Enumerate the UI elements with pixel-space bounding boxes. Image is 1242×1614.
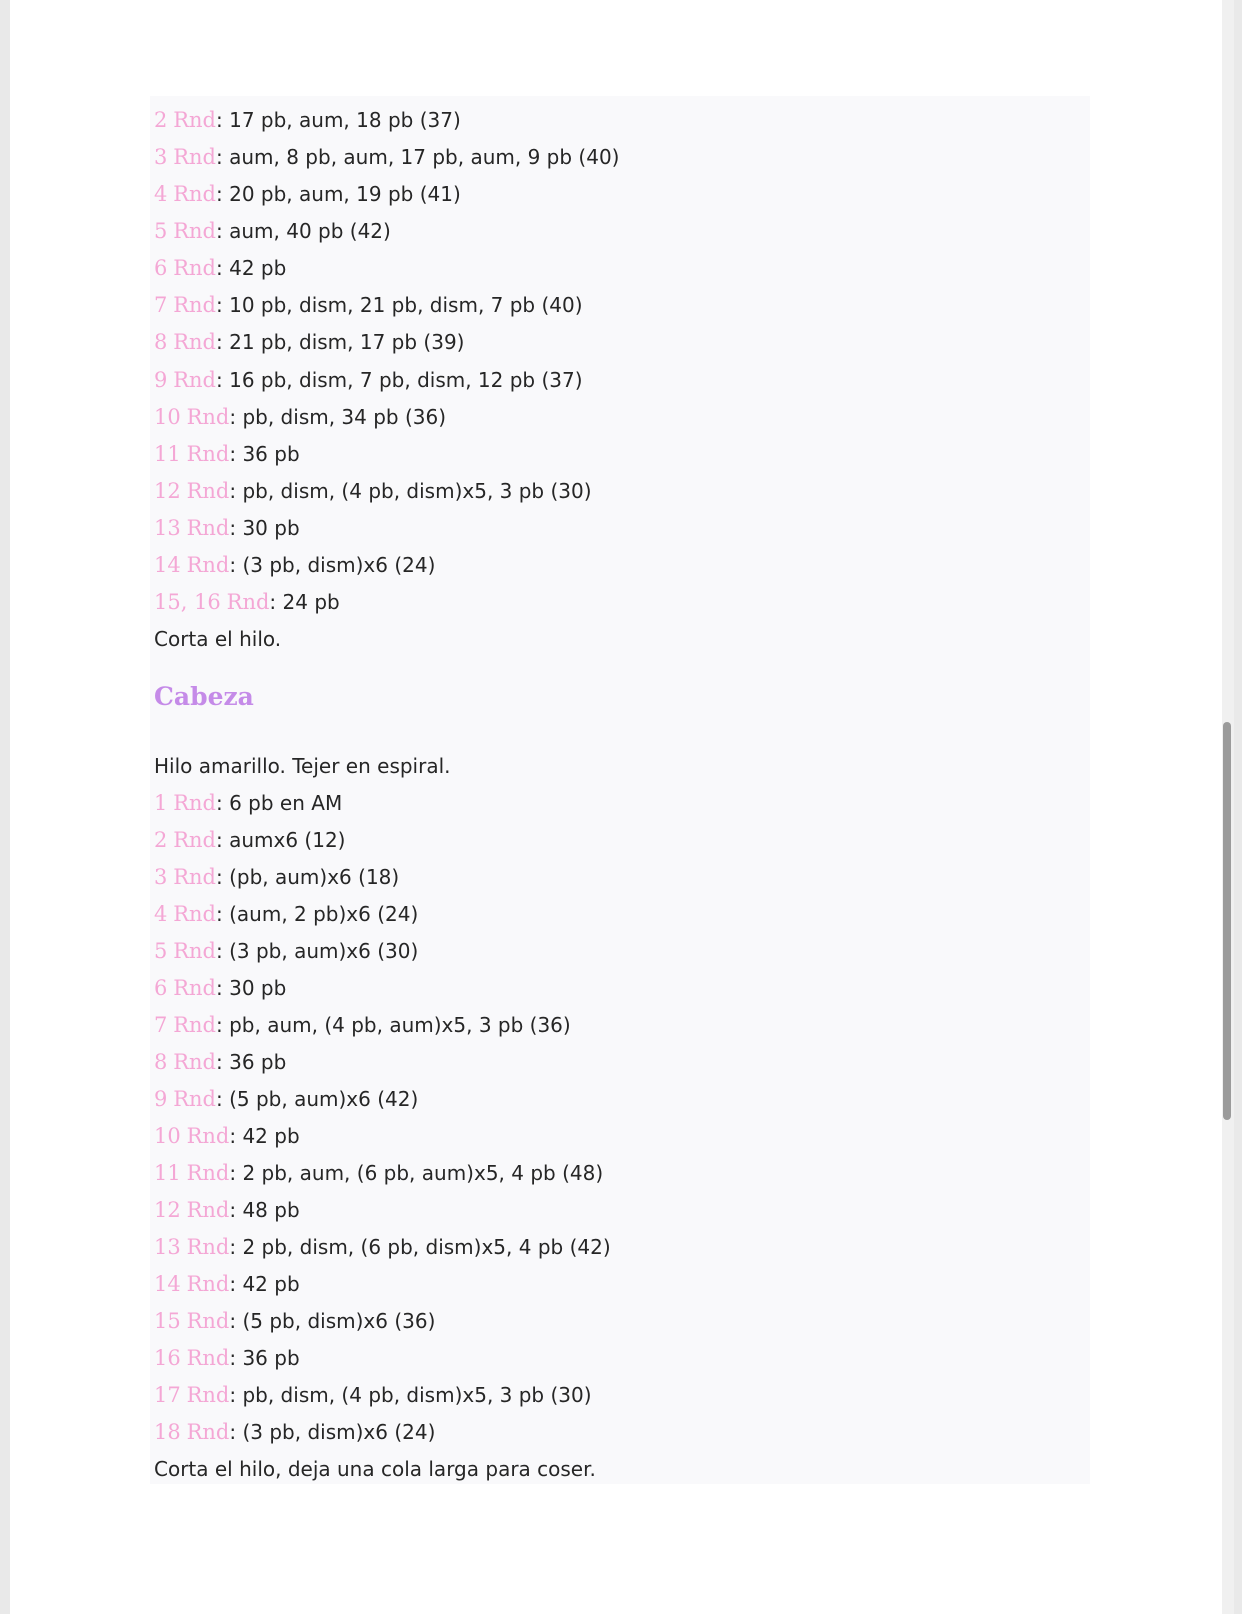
round-number: 12 xyxy=(154,1198,181,1222)
round-number: 3 xyxy=(154,145,168,169)
round-line xyxy=(154,1343,300,1373)
round-number: 1 xyxy=(154,791,168,815)
round-number: 7 xyxy=(154,1013,168,1037)
round-label: Rnd xyxy=(186,1346,230,1370)
round-label: Rnd xyxy=(173,145,216,169)
round-label: Rnd xyxy=(173,1050,216,1074)
round-instruction: : (aum, 2 pb)x6 (24) xyxy=(216,902,419,926)
round-line xyxy=(154,290,583,320)
round-label: Rnd xyxy=(186,553,230,577)
round-label: Rnd xyxy=(173,182,216,206)
round-instruction: : 17 pb, aum, 18 pb (37) xyxy=(216,108,461,132)
round-label: Rnd xyxy=(173,976,216,1000)
round-line xyxy=(154,587,340,617)
round-label: Rnd xyxy=(173,293,216,317)
round-line xyxy=(154,142,619,172)
round-label: Rnd xyxy=(173,791,216,815)
round-number: 18 xyxy=(154,1420,181,1444)
round-instruction: : 2 pb, aum, (6 pb, aum)x5, 4 pb (48) xyxy=(229,1161,604,1185)
round-label: Rnd xyxy=(173,939,216,963)
round-label: Rnd xyxy=(173,108,216,132)
round-line xyxy=(154,105,461,135)
round-label: Rnd xyxy=(226,590,270,614)
round-instruction: : 36 pb xyxy=(229,442,300,466)
round-number: 8 xyxy=(154,330,168,354)
round-line xyxy=(154,439,300,469)
round-line xyxy=(154,1269,300,1299)
round-instruction: : (3 pb, dism)x6 (24) xyxy=(229,553,436,577)
round-number: 11 xyxy=(154,1161,181,1185)
round-number: 14 xyxy=(154,1272,181,1296)
round-label: Rnd xyxy=(173,1087,216,1111)
round-line xyxy=(154,1010,571,1040)
round-number: 13 xyxy=(154,1235,181,1259)
round-label: Rnd xyxy=(186,1383,230,1407)
intro-text: Hilo amarillo. Tejer en espiral. xyxy=(154,754,451,778)
round-instruction: : 30 pb xyxy=(216,976,287,1000)
round-instruction: : 10 pb, dism, 21 pb, dism, 7 pb (40) xyxy=(216,293,583,317)
round-number: 5 xyxy=(154,939,168,963)
round-instruction: : pb, dism, (4 pb, dism)x5, 3 pb (30) xyxy=(229,1383,592,1407)
round-line xyxy=(154,936,418,966)
round-label: Rnd xyxy=(186,405,230,429)
round-line xyxy=(154,402,446,432)
round-line xyxy=(154,825,345,855)
closing-text: Corta el hilo. xyxy=(154,627,282,651)
round-line xyxy=(154,1047,286,1077)
round-number: 4 xyxy=(154,182,168,206)
round-line xyxy=(154,973,286,1003)
round-instruction: : 30 pb xyxy=(229,516,300,540)
round-instruction: : 36 pb xyxy=(216,1050,287,1074)
closing-note xyxy=(154,624,281,654)
round-label: Rnd xyxy=(173,865,216,889)
round-line xyxy=(154,513,300,543)
round-line xyxy=(154,788,342,818)
round-label: Rnd xyxy=(173,1013,216,1037)
round-instruction: : pb, aum, (4 pb, aum)x5, 3 pb (36) xyxy=(216,1013,571,1037)
round-instruction: : 20 pb, aum, 19 pb (41) xyxy=(216,182,461,206)
round-instruction: : aum, 8 pb, aum, 17 pb, aum, 9 pb (40) xyxy=(216,145,620,169)
round-instruction: : 16 pb, dism, 7 pb, dism, 12 pb (37) xyxy=(216,368,583,392)
round-line xyxy=(154,899,418,929)
round-instruction: : pb, dism, 34 pb (36) xyxy=(229,405,447,429)
section-heading: Cabeza xyxy=(154,682,254,711)
round-line xyxy=(154,327,465,357)
round-line xyxy=(154,1232,611,1262)
round-number: 11 xyxy=(154,442,181,466)
round-instruction: : (3 pb, aum)x6 (30) xyxy=(216,939,419,963)
round-number: 4 xyxy=(154,902,168,926)
round-number: 7 xyxy=(154,293,168,317)
round-number: 15 xyxy=(154,1309,181,1333)
round-number: 2 xyxy=(154,108,168,132)
round-label: Rnd xyxy=(186,1272,230,1296)
round-line xyxy=(154,476,592,506)
round-instruction: : 2 pb, dism, (6 pb, dism)x5, 4 pb (42) xyxy=(229,1235,611,1259)
round-line xyxy=(154,365,583,395)
round-line xyxy=(154,1417,435,1447)
round-label: Rnd xyxy=(186,479,230,503)
round-instruction: : 42 pb xyxy=(229,1272,300,1296)
round-instruction: : 6 pb en AM xyxy=(216,791,343,815)
round-instruction: : 21 pb, dism, 17 pb (39) xyxy=(216,330,465,354)
round-number: 9 xyxy=(154,1087,168,1111)
round-label: Rnd xyxy=(186,1124,230,1148)
round-line xyxy=(154,1195,300,1225)
round-label: Rnd xyxy=(173,330,216,354)
round-line xyxy=(154,216,391,246)
round-instruction: : (5 pb, dism)x6 (36) xyxy=(229,1309,436,1333)
round-line xyxy=(154,1121,300,1151)
round-number: 12 xyxy=(154,479,181,503)
round-label: Rnd xyxy=(173,902,216,926)
round-number: 14 xyxy=(154,553,181,577)
round-line xyxy=(154,1084,418,1114)
round-label: Rnd xyxy=(186,1198,230,1222)
round-label: Rnd xyxy=(186,516,230,540)
round-line xyxy=(154,179,461,209)
closing-text: Corta el hilo, deja una cola larga para coser. xyxy=(154,1457,596,1481)
round-number: 10 xyxy=(154,405,181,429)
round-line xyxy=(154,1306,435,1336)
closing-note xyxy=(154,1454,596,1484)
round-number: 8 xyxy=(154,1050,168,1074)
round-number: 10 xyxy=(154,1124,181,1148)
round-label: Rnd xyxy=(173,368,216,392)
round-number: 17 xyxy=(154,1383,181,1407)
round-instruction: : aumx6 (12) xyxy=(216,828,346,852)
round-label: Rnd xyxy=(186,1161,230,1185)
round-number: 16 xyxy=(154,1346,181,1370)
round-label: Rnd xyxy=(186,442,230,466)
round-number: 3 xyxy=(154,865,168,889)
round-label: Rnd xyxy=(186,1420,230,1444)
round-line xyxy=(154,550,435,580)
round-instruction: : 42 pb xyxy=(229,1124,300,1148)
round-number: 9 xyxy=(154,368,168,392)
round-instruction: : (5 pb, aum)x6 (42) xyxy=(216,1087,419,1111)
round-number: 6 xyxy=(154,256,168,280)
round-number: 2 xyxy=(154,828,168,852)
scrollbar-thumb[interactable] xyxy=(1223,722,1231,1120)
round-label: Rnd xyxy=(173,219,216,243)
round-label: Rnd xyxy=(186,1309,230,1333)
round-line xyxy=(154,862,399,892)
round-label: Rnd xyxy=(186,1235,230,1259)
round-line xyxy=(154,1158,603,1188)
round-instruction: : aum, 40 pb (42) xyxy=(216,219,391,243)
round-instruction: : (pb, aum)x6 (18) xyxy=(216,865,400,889)
round-instruction: : 42 pb xyxy=(216,256,287,280)
section-intro xyxy=(154,751,451,781)
round-label: Rnd xyxy=(173,828,216,852)
round-number: 13 xyxy=(154,516,181,540)
round-instruction: : 36 pb xyxy=(229,1346,300,1370)
round-instruction: : 48 pb xyxy=(229,1198,300,1222)
round-line xyxy=(154,253,286,283)
round-number: 15, 16 xyxy=(154,590,221,614)
round-instruction: : (3 pb, dism)x6 (24) xyxy=(229,1420,436,1444)
round-instruction: : 24 pb xyxy=(269,590,340,614)
round-instruction: : pb, dism, (4 pb, dism)x5, 3 pb (30) xyxy=(229,479,592,503)
round-number: 5 xyxy=(154,219,168,243)
round-line xyxy=(154,1380,592,1410)
round-label: Rnd xyxy=(173,256,216,280)
round-number: 6 xyxy=(154,976,168,1000)
